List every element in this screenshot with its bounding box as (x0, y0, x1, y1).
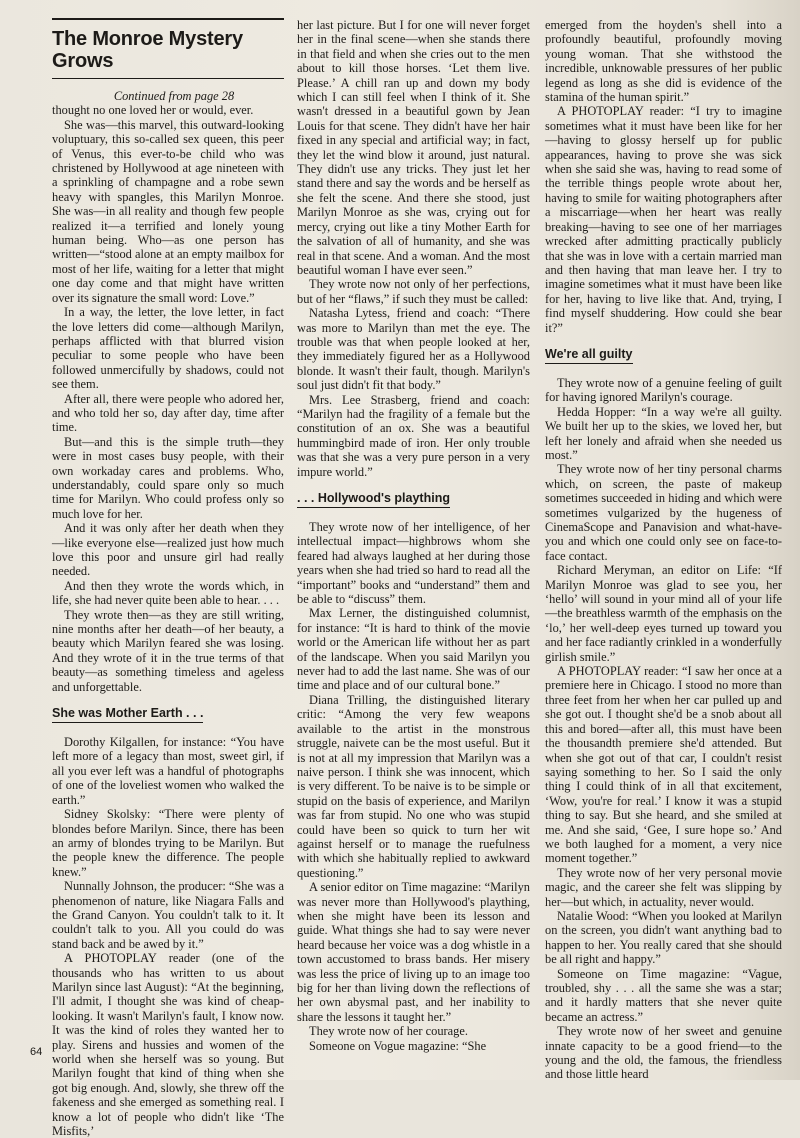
subhead-all-guilty: We're all guilty (545, 347, 633, 364)
article-title: The Monroe Mystery Grows (52, 28, 243, 72)
paragraph: Dorothy Kilgallen, for instance: “You have left more of a legacy than most, sweet girl, if all you ever left was a handful of photographs of one of the loveliest women who walked the earth.” (52, 735, 284, 807)
paragraph: A PHOTOPLAY reader (one of the thousands who has written to us about Marilyn since last August): “At the beginning, I'll admit, I thought she was kind of cheap-looking. It wasn't Marilyn's fault, I know now. It was the kind of roles they wanted her to play. Sirens and hussies and women of the world when she herself was so young. But Marilyn fought that kind of thing when she got big enough. And, slowly, she threw off the fakeness and she emerged as something real. I know a lot of people who didn't like ‘The Misfits,’ (52, 951, 284, 1138)
paragraph: A PHOTOPLAY reader: “I saw her once at a premiere here in Chicago. I stood no more than three feet from her when her car pulled up and she got out. I thought she'd be a snob about all this and bored—after all, this must have been the thousandth premiere she'd attended. But when she got out of that car, I couldn't resist saying something to her. So I said the only thing I could think of in all that excitement, ‘Wow, you're for real.’ I know it was a stupid thing to say. But she heard, and she smiled at me. And she said, ‘Gee, I sure hope so.’ And we both laughed for a moment, a very nice moment together.” (545, 664, 782, 866)
paragraph: They wrote now of a genuine feeling of guilt for having ignored Marilyn's courage. (545, 375, 782, 405)
page-number: 64 (30, 1046, 43, 1058)
paragraph: her last picture. But I for one will never forget her in the final scene—when she stands there in that field and when she cries out to the men about to kill those horses. ‘Let them live. Please.’ A chill ran up and down my body which I can still feel when I think of it. She wasn't dressed in a beautiful gown by Jean Louis for that scene. They didn't have her hair fixed in any special and artificial way; in fact, they let the wind blow it around, just natural. They didn't use any tricks. They just let her stand there and say the words and be herself as she felt the scene. And there she stood, just Marilyn Monroe as she was, crying out for mercy, crying out like a tiny Mother Earth for the salvation of all of humanity, and she was real in that scene. And a woman. And the most beautiful woman I have ever seen.” (297, 18, 530, 277)
paragraph: Hedda Hopper: “In a way we're all guilty. We built her up to the skies, we loved her, but left her lonely and afraid when she needed us most.” (545, 404, 782, 462)
paragraph: They wrote now of her sweet and genuine innate capacity to be a good friend—to the young and the old, the famous, the friendless and those little heard (545, 1024, 782, 1082)
paragraph: Richard Meryman, an editor on Life: “If Marilyn Monroe was glad to see you, her ‘hello’ will sound in your mind all of your life—the breathless warmth of the emphasis on the ‘lo,’ her well-deep eyes turned up toward you and her face radiantly crinkled in a wonderfully girlish smile.” (545, 563, 782, 664)
paragraph: Sidney Skolsky: “There were plenty of blondes before Marilyn. Since, there has been an army of blondes trying to be Marilyn. But the people knew the difference. The people knew.” (52, 807, 284, 879)
paragraph: Max Lerner, the distinguished columnist, for instance: “It is hard to think of the movie world or the American life without her as part of the landscape. When you said Marilyn you never had to add the last name. She was of our time and place and of our cultural bone.” (297, 606, 530, 693)
paragraph: emerged from the hoyden's shell into a profoundly beautiful, profoundly moving young woman. That she withstood the incredible, unknowable pressures of her public legend as long as she did is evidence of the stamina of the human spirit.” (545, 18, 782, 105)
subhead-hollywood-plaything: . . . Hollywood's plaything (297, 491, 450, 508)
paragraph: Someone on Vogue magazine: “She (309, 1038, 487, 1053)
top-rule (52, 18, 284, 20)
subhead-mother-earth: She was Mother Earth . . . (52, 706, 203, 723)
paragraph: Someone on Time magazine: “Vague, troubled, shy . . . all the same she was a star; and it hardly matters that she never quite became an actress.” (545, 966, 782, 1024)
paragraph: thought no one loved her or would, ever. (52, 103, 254, 118)
paragraph: They wrote then—as they are still writing, nine months after her death—of her beauty, a beauty which Marilyn feared she was losing. And they wrote of it in the true terms of that beauty—as something timeless and ageless and unforgettable. (52, 607, 284, 694)
paragraph: And it was only after her death when they—like everyone else—realized just how much love this poor and unsure girl had really needed. (52, 521, 284, 579)
column-3 (545, 18, 782, 1082)
paragraph: They wrote now of her intelligence, of her intellectual impact—highbrows whom she feared had always laughed at her during those years when she had tried so hard to read all the “important” books and “understand” them and be able to “discuss” them. (297, 520, 530, 607)
paragraph: They wrote now of her courage. (309, 1024, 468, 1039)
paragraph: She was—this marvel, this outward-looking voluptuary, this so-called sex queen, this peer of Venus, this ever-to-be child who was christened by Hollywood at age nineteen with a sprinkling of champagne and a robe sewn heavy with spangles, this Marilyn Monroe. She was—in all reality and though few people realized it—a terrified and lonely young human being. Who—as one person has written—“stood alone at an empty mailbox for most of her life, waiting for a letter that might one day come and that might have written over its signature the small word: Love.” (52, 117, 284, 305)
paragraph: And then they wrote the words which, in life, she had never quite been able to hear. . . . (52, 578, 284, 608)
paragraph: They wrote now of her tiny personal charms which, on screen, the paste of makeup sometimes succeeded in hiding and which were sometimes vulgarized by the hugeness of CinemaScope and Panavision and what-have-you and which one could only see on face-to-face contact. (545, 462, 782, 563)
paragraph: Natasha Lytess, friend and coach: “There was more to Marilyn than met the eye. The trouble was that when people looked at her, they immediately figured her as a Hollywood blonde. It wasn't their fault, though. Marilyn's soul just didn't fit that body.” (297, 306, 530, 393)
title-rule (52, 78, 284, 79)
paragraph: A senior editor on Time magazine: “Marilyn was never more than Hollywood's plaything, when she might have been its lesson and guide. What things she had to say were never heard because her voice was a dog whistle in a town accustomed to brass bands. Her misery was less the price of living up to an image too big for her than living down the reflections of her own abysmal past, and her inability to share the lessons it taught her.” (297, 880, 530, 1024)
paragraph: They wrote now not only of her perfections, but of her “flaws,” if such they must be called: (297, 277, 530, 306)
paragraph: In a way, the letter, the love letter, in fact the love letters did come—although Marilyn, perhaps afflicted with that blurred vision peculiar to some people who have been followed unmercifully by shadows, could not see them. (52, 305, 284, 392)
paragraph: Nunnally Johnson, the producer: “She was a phenomenon of nature, like Niagara Falls and the Grand Canyon. You couldn't talk to it. It couldn't talk to you. All you could do was stand back and be awed by it.” (52, 879, 284, 951)
column-1 (52, 18, 284, 1138)
paragraph: After all, there were people who adored her, and who told her so, day after day, time after time. (52, 391, 284, 435)
continued-line: Continued from page 28 (113, 89, 235, 103)
paragraph: They wrote now of her very personal movie magic, and the career she felt was slipping by her—but which, in actuality, never would. (545, 865, 782, 909)
paragraph: A PHOTOPLAY reader: “I try to imagine sometimes what it must have been like for her—having to glossy herself up for public appearances, having to prove she was sick when she said she was, having to read some of the terrible things people wrote about her, having to smile for waiting photographers after a miscarriage—when her heart was really breaking—having to see one of her marriages wrecked after admitting practically publicly that she was in love with a certain married man and then having that man leave her. I try to imagine sometimes what it must have been like for her, having to live like that. And, trying, I find myself shuddering. How could she bear it?” (545, 104, 782, 335)
paragraph: Diana Trilling, the distinguished literary critic: “Among the very few weapons available to the artist in the monstrous struggle, naivete can be the most useful. But it is not at all my impression that Marilyn was a naive person. I think she was innocent, which is very different. To be naive is to be simple or stupid on the basis of experience, and Marilyn was far from stupid. No one who was stupid could have been so quick to turn her wit against herself or to manage the ruefulness with which she habitually replied to awkward questioning.” (297, 692, 530, 880)
paragraph: But—and this is the simple truth—they were in most cases busy people, with their own workaday cares and problems. Who, understandably, could spare only so much time for Marilyn. Who could profess only so much love for her. (52, 434, 284, 521)
paragraph: Natalie Wood: “When you looked at Marilyn on the screen, you didn't want anything bad to happen to her. You really cared that she should be all right and happy.” (545, 908, 782, 967)
column-2 (297, 18, 530, 1053)
paragraph: Mrs. Lee Strasberg, friend and coach: “Marilyn had the fragility of a female but the constitution of an ox. She was a beautiful hummingbird made of iron. Her only trouble was that she was a very pure person in a very impure world.” (297, 392, 530, 479)
